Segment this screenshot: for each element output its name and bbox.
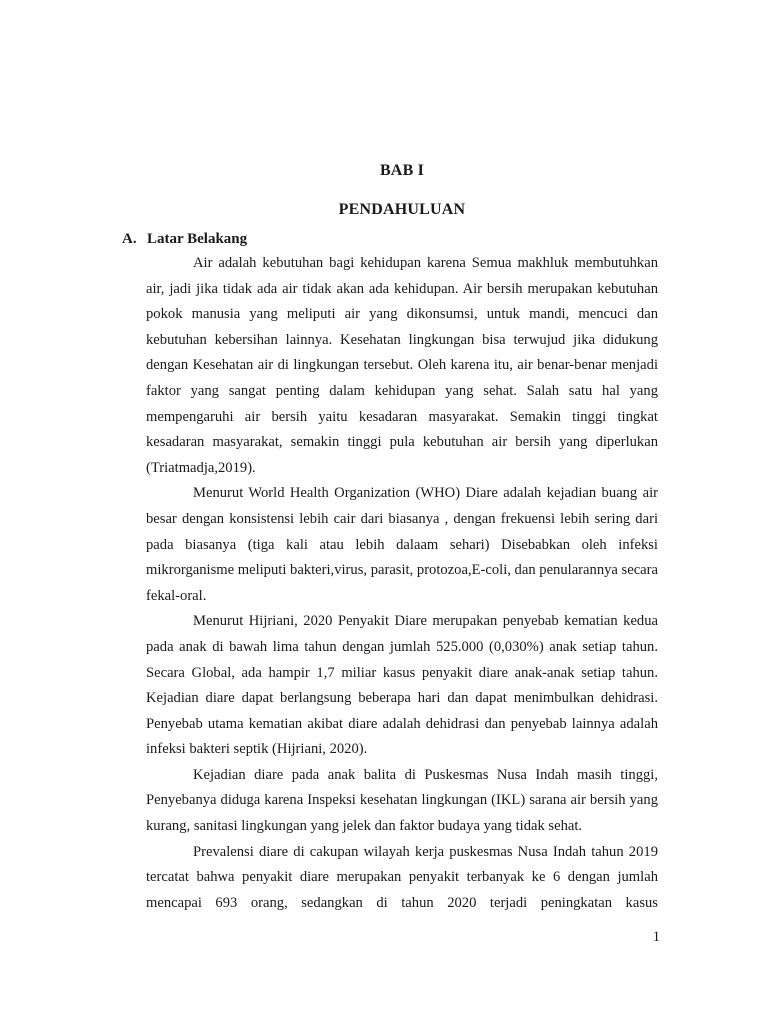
paragraph: Menurut Hijriani, 2020 Penyakit Diare merupakan penyebab kematian kedua pada anak di bawah lima tahun dengan jumlah 525.000 (0,030%) anak setiap tahun. Secara Global, ada hampir 1,7 miliar kasus penyakit diare anak-anak setiap tahun. Kejadian diare dapat berlangsung beberapa hari dan dapat menimbulkan dehidrasi. Penyebab utama kematian akibat diare adalah dehidrasi dan penyebab lainnya adalah infeksi bakteri septik (Hijriani, 2020). [146,613,658,758]
paragraph: Kejadian diare pada anak balita di Puskesmas Nusa Indah masih tinggi, Penyebanya diduga karena Inspeksi kesehatan lingkungan (IKL) sarana air bersih yang kurang, sanitasi lingkungan yang jelek dan faktor budaya yang tidak sehat. [146,766,658,835]
paragraph: Air adalah kebutuhan bagi kehidupan karena Semua makhluk membutuhkan air, jadi jika tidak ada air tidak akan ada kehidupan. Air bersih merupakan kebutuhan pokok manusia yang meliputi air yang dikonsumsi, untuk mandi, mencuci dan kebutuhan kebersihan lainnya. Kesehatan lingkungan bisa terwujud jika didukung dengan Kesehatan air di lingkungan tersebut. Oleh karena itu, air benar-benar menjadi faktor yang sangat penting dalam kehidupan yang sehat. Salah satu hal yang mempengaruhi air bersih yaitu kesadaran masyarakat. Semakin tinggi tingkat kesadaran masyarakat, semakin tinggi pula kebutuhan air bersih yang diperlukan (Triatmadja,2019). [146,255,658,476]
page-number: 1 [652,929,660,945]
section-title: Latar Belakang [147,231,248,247]
section-letter: A. [122,231,137,247]
paragraph: Prevalensi diare di cakupan wilayah kerja puskesmas Nusa Indah tahun 2019 tercatat bahwa penyakit diare merupakan penyakit terbanyak ke 6 dengan jumlah mencapai 693 orang, sedangkan di tahun 2020 terjadi peningkatan kasus [146,843,658,911]
section-heading [122,231,247,248]
chapter-label: BAB I [379,162,425,179]
chapter-title: PENDAHULUAN [338,201,466,218]
body-text [146,251,658,916]
paragraph: Menurut World Health Organization (WHO) Diare adalah kejadian buang air besar dengan konsistensi lebih cair dari biasanya , dengan frekuensi lebih sering dari pada biasanya (tiga kali atau lebih dalaam sehari) Disebabkan oleh infeksi mikrorganisme meliputi bakteri,virus, parasit, protozoa,E-coli, dan penularannya secara fekal-oral. [146,485,658,604]
